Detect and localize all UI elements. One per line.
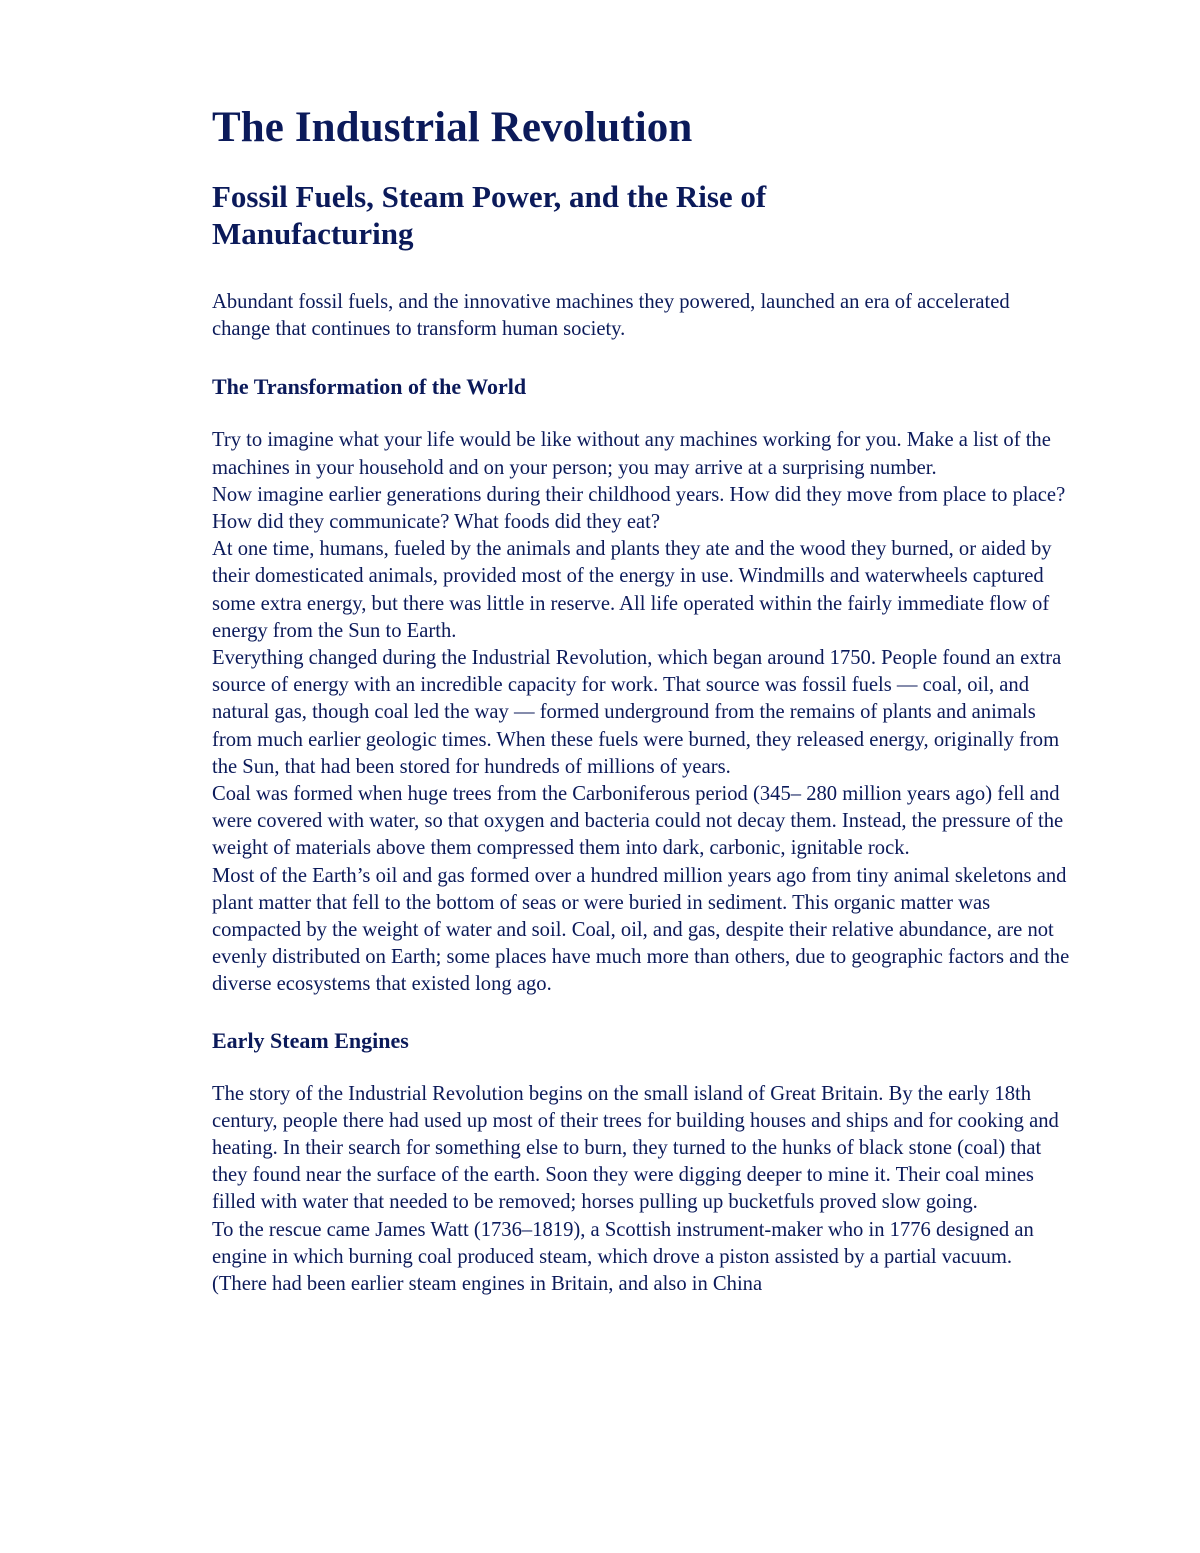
paragraph: Now imagine earlier generations during their childhood years. How did they move from place to place? How did they communicate? What foods did they eat? xyxy=(212,483,1066,534)
paragraph: Coal was formed when huge trees from the Carboniferous period (345– 280 million years ago) fell and were covered with water, so that oxygen and bacteria could not decay them. Instead, the pressure of the weight of materials above them compressed them into dark, carbonic, ignitable rock. xyxy=(212,783,1064,860)
section-heading: The Transformation of the World xyxy=(212,374,527,400)
paragraph: Try to imagine what your life would be like without any machines working for you. Make a list of the machines in your household and on your person; you may arrive at a surprising number. xyxy=(212,429,1051,479)
paragraph: The story of the Industrial Revolution begins on the small island of Great Britain. By the early 18th century, people there had used up most of their trees for building houses and ships and for cooking and heating. In their search for something else to burn, they turned to the hunks of black stone (coal) that they found near the surface of the earth. Soon they were digging deeper to mine it. Their coal mines filled with water that needed to be removed; horses pulling up bucketfuls proved slow going. xyxy=(212,1082,1059,1214)
intro-paragraph: Abundant fossil fuels, and the innovative machines they powered, launched an era of accelerated change that continues to transform human society. xyxy=(212,291,1010,341)
document-title: The Industrial Revolution xyxy=(212,104,693,151)
paragraph: To the rescue came James Watt (1736–1819), a Scottish instrument-maker who in 1776 designed an engine in which burning coal produced steam, which drove a piston assisted by a partial vacuum. (There had been earlier steam engines in Britain, and also in China xyxy=(212,1218,1034,1296)
section-transformation xyxy=(212,373,1072,998)
section-body xyxy=(212,1081,1072,1299)
section-early-steam-engines xyxy=(212,1027,1072,1299)
document-subtitle: Fossil Fuels, Steam Power, and the Rise of Manufacturing xyxy=(212,179,767,251)
paragraph: Most of the Earth’s oil and gas formed over a hundred million years ago from tiny animal skeletons and plant matter that fell to the bottom of seas or were buried in sediment. This organic matter was compacted by the weight of water and soil. Coal, oil, and gas, despite their relative abundance, are not evenly distributed on Earth; some places have much more than others, due to geographic factors and the diverse ecosystems that existed long ago. xyxy=(212,864,1070,996)
paragraph: Everything changed during the Industrial Revolution, which began around 1750. People found an extra source of energy with an incredible capacity for work. That source was fossil fuels — coal, oil, and natural gas, though coal led the way — formed underground from the remains of plants and animals from much earlier geologic times. When these fuels were burned, they released energy, originally from the Sun, that had been stored for hundreds of millions of years. xyxy=(212,647,1062,778)
section-body xyxy=(212,427,1072,998)
document-page xyxy=(212,100,1072,1326)
section-heading: Early Steam Engines xyxy=(212,1027,409,1053)
paragraph: At one time, humans, fueled by the animals and plants they ate and the wood they burned, or aided by their domesticated animals, provided most of the energy in use. Windmills and waterwheels captured some extra energy, but there was little in reserve. All life operated within the fairly immediate flow of energy from the Sun to Earth. xyxy=(212,538,1052,642)
